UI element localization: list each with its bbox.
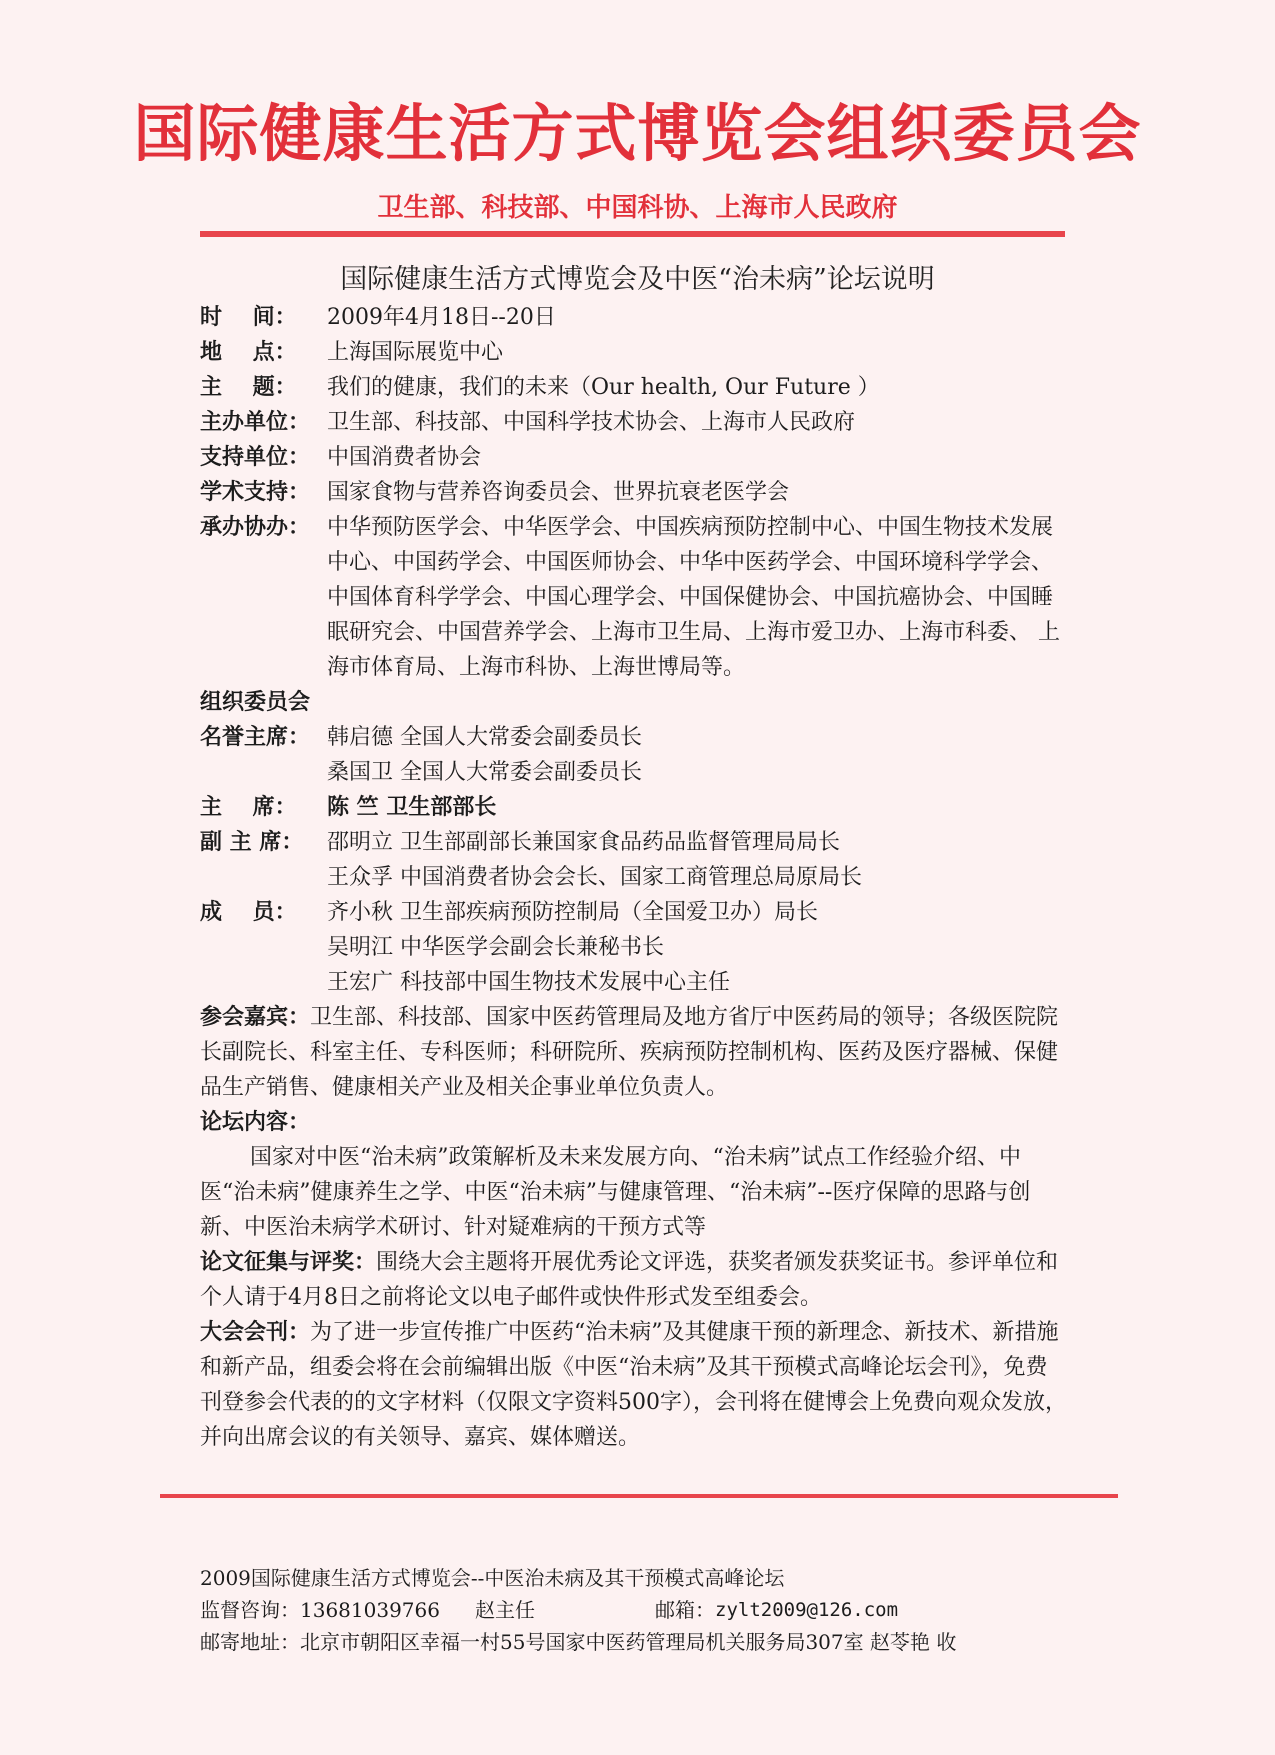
honorary-list [327,720,1068,790]
forum-label: 论坛内容： [200,1109,311,1135]
place-row [200,335,1068,370]
theme-label: 主 题： [200,374,297,400]
letterhead-title: 国际健康生活方式博览会组织委员会 [133,97,1142,170]
guests-block [200,1000,1068,1105]
consult-contact: 赵主任 [475,1598,535,1622]
time-value: 2009年4月18日--20日 [327,305,556,330]
support-label: 支持单位： [200,444,311,470]
footer-contact-row [200,1594,1068,1626]
honorary-label: 名誉主席： [200,724,311,750]
document-title: 国际健康生活方式博览会及中医“治未病”论坛说明 [340,264,935,295]
theme-row [200,370,1068,405]
letterhead-subtitle: 卫生部、科技部、中国科协、上海市人民政府 [377,193,898,223]
chair-label: 主 席： [200,794,297,820]
letterhead-divider [200,231,1065,237]
academic-row [200,475,1068,510]
footer-forum-title: 2009国际健康生活方式博览会--中医治未病及其干预模式高峰论坛 [200,1566,785,1590]
members-row [200,895,1068,1000]
journal-text: 为了进一步宣传推广中医药“治未病”及其健康干预的新理念、新技术、新措施和新产品，组委会将在会前编辑出版《中医“治未病”及其干预模式高峰论坛会刊》，免费刊登参会代表的的文字材料（仅限文字资料500字），会刊将在健博会上免费向观众发放，并向出席会议的有关领导、嘉宾、媒体赠送。 [200,1320,1067,1450]
honorary-item: 韩启德 全国人大常委会副委员长 [327,725,642,750]
committee-heading-row [200,685,1068,720]
vice-label: 副 主 席： [200,829,304,855]
footer-divider [160,1494,1118,1498]
academic-value: 国家食物与营养咨询委员会、世界抗衰老医学会 [327,480,790,505]
vice-list [327,825,1068,895]
academic-label: 学术支持： [200,479,311,505]
organizer-label: 承办协办： [200,514,311,540]
forum-block [200,1105,1068,1245]
footer [200,1562,1068,1658]
journal-block [200,1315,1068,1455]
member-item: 吴明江 中华医学会副会长兼秘书长 [327,935,664,960]
address-label: 邮寄地址： [200,1630,300,1654]
honorary-item: 桑国卫 全国人大常委会副委员长 [327,760,642,785]
address-value: 北京市朝阳区幸福一村55号国家中医药管理局机关服务局307室 赵苓艳 收 [300,1630,957,1654]
journal-label: 大会会刊： [200,1319,311,1345]
guests-label: 参会嘉宾： [200,1004,311,1030]
place-value: 上海国际展览中心 [327,340,504,365]
guests-text: 卫生部、科技部、国家中医药管理局及地方省厅中医药局的领导；各级医院院长副院长、科室主任、专科医师；科研院所、疾病预防控制机构、医药及医疗器械、保健品生产销售、健康相关产业及相关企事业单位负责人。 [200,1005,1059,1100]
host-row [200,405,1068,440]
member-item: 王宏广 科技部中国生物技术发展中心主任 [327,970,730,995]
time-row [200,300,1068,335]
organizer-value: 中华预防医学会、中华医学会、中国疾病预防控制中心、中国生物技术发展中心、中国药学会、中国医师协会、中华中医药学会、中国环境科学学会、中国体育科学学会、中国心理学会、中国保健协会、中国抗癌协会、中国睡眠研究会、中国营养学会、上海市卫生局、上海市爱卫办、上海市科委、 上海市体育局、上海市科协、上海世博局等。 [327,515,1060,680]
chair-value: 陈 竺 卫生部部长 [327,794,497,820]
committee-heading: 组织委员会 [200,689,311,715]
members-list [327,895,1068,1000]
papers-block [200,1245,1068,1315]
vice-item: 王众孚 中国消费者协会会长、国家工商管理总局原局长 [327,865,862,890]
vice-item: 邵明立 卫生部副部长兼国家食品药品监督管理局局长 [327,830,840,855]
host-label: 主办单位： [200,409,311,435]
papers-label: 论文征集与评奖： [200,1249,377,1275]
member-item: 齐小秋 卫生部疾病预防控制局（全国爱卫办）局长 [327,900,818,925]
chair-row [200,790,1068,825]
consult-label: 监督咨询： [200,1598,300,1622]
footer-address-row [200,1626,1068,1658]
email-address: zylt2009@126.com [715,1599,899,1621]
vice-row [200,825,1068,895]
document-body [200,300,1068,1455]
organizer-row [200,510,1068,685]
support-value: 中国消费者协会 [327,445,482,470]
theme-value: 我们的健康，我们的未来（Our health, Our Future ） [327,375,880,400]
time-label: 时 间： [200,304,297,330]
forum-text: 国家对中医“治未病”政策解析及未来发展方向、“治未病”试点工作经验介绍、中医“治未病”健康养生之学、中医“治未病”与健康管理、“治未病”--医疗保障的思路与创新、中医治未病学术研讨、针对疑难病的干预方式等 [200,1145,1031,1240]
papers-text: 围绕大会主题将开展优秀论文评选，获奖者颁发获奖证书。参评单位和个人请于4月8日之前将论文以电子邮件或快件形式发至组委会。 [200,1250,1059,1310]
place-label: 地 点： [200,339,297,365]
email-label: 邮箱： [655,1598,715,1622]
host-value: 卫生部、科技部、中国科学技术协会、上海市人民政府 [327,410,856,435]
support-row [200,440,1068,475]
consult-phone: 13681039766 [300,1598,440,1622]
members-label: 成 员： [200,899,297,925]
honorary-row [200,720,1068,790]
